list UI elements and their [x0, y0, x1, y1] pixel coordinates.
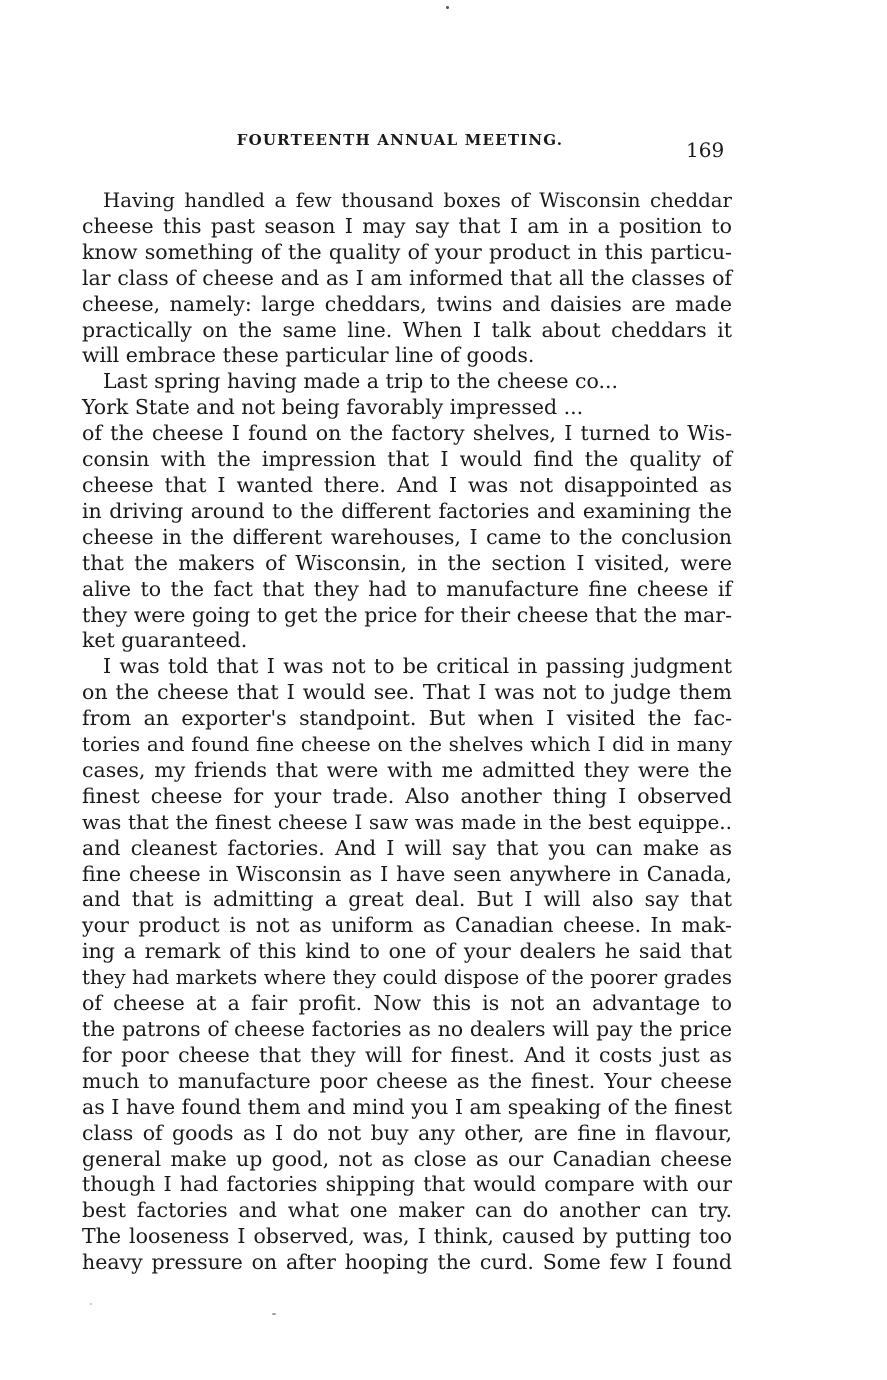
text-line: that the makers of Wisconsin, in the section I visited, were	[82, 550, 732, 575]
text-line: practically on the same line. When I talk about cheddars it	[82, 317, 732, 342]
running-head: FOURTEENTH ANNUAL MEETING.	[236, 131, 564, 149]
text-line: for poor cheese that they will for finest. And it costs just as	[82, 1042, 732, 1067]
text-line: cheese, namely: large cheddars, twins and daisies are made	[82, 291, 732, 316]
text-line: and that is admitting a great deal. But I will also say that	[82, 887, 732, 912]
text-line: consin with the impression that I would find the quality of	[82, 447, 732, 472]
text-line: and cleanest factories. And I will say that you can make as	[82, 835, 732, 860]
text-line: class of goods as I do not buy any other, are fine in flavour,	[82, 1120, 732, 1145]
text-line: heavy pressure on after hooping the curd. Some few I found	[82, 1250, 732, 1275]
text-line: general make up good, not as close as our Canadian cheese	[82, 1146, 732, 1171]
text-line: The looseness I observed, was, I think, caused by putting too	[82, 1224, 732, 1249]
ink-speck	[446, 6, 449, 9]
ink-speck	[272, 1313, 276, 1315]
text-line: fine cheese in Wisconsin as I have seen anywhere in Canada,	[82, 861, 732, 886]
text-line: of the cheese I found on the factory shelves, I turned to Wis-	[82, 421, 732, 446]
text-line: Having handled a few thousand boxes of Wisconsin cheddar	[103, 189, 732, 212]
text-line: York State and not being favorably impressed ...	[82, 395, 584, 420]
text-line: they had markets where they could dispose of the poorer grades	[82, 966, 732, 990]
text-line: tories and found fine cheese on the shelves which I did in many	[82, 732, 732, 757]
text-line: your product is not as uniform as Canadian cheese. In mak-	[82, 913, 732, 938]
text-line: the patrons of cheese factories as no dealers will pay the price	[82, 1017, 732, 1041]
text-line: finest cheese for your trade. Also another thing I observed	[82, 783, 732, 808]
text-line: on the cheese that I would see. That I was not to judge them	[82, 680, 732, 705]
text-line: will embrace these particular line of goods.	[82, 343, 535, 368]
text-line: lar class of cheese and as I am informed that all the classes of	[82, 265, 732, 290]
text-line: ket guaranteed.	[82, 628, 248, 653]
text-line: cases, my friends that were with me admitted they were the	[82, 757, 732, 782]
text-line: cheese that I wanted there. And I was not disappointed as	[82, 472, 732, 497]
text-line: ing a remark of this kind to one of your dealers he said that	[82, 939, 732, 964]
text-line: was that the finest cheese I saw was made in the best equippe..	[82, 809, 732, 834]
text-line: in driving around to the different factories and examining the	[82, 498, 732, 523]
body-text	[82, 188, 732, 1276]
text-line: cheese in the different warehouses, I came to the conclusion	[82, 524, 732, 549]
text-line: alive to the fact that they had to manufacture fine cheese if	[82, 576, 732, 601]
text-line: know something of the quality of your product in this particu-	[82, 239, 732, 264]
text-line: cheese this past season I may say that I am in a position to	[82, 213, 732, 238]
text-line: though I had factories shipping that would compare with our	[82, 1172, 732, 1197]
ink-speck	[90, 1303, 92, 1305]
text-line: Last spring having made a trip to the cheese co...	[103, 369, 619, 394]
text-line: of cheese at a fair profit. Now this is not an advantage to	[82, 991, 732, 1016]
text-line: as I have found them and mind you I am speaking of the finest	[82, 1094, 732, 1119]
text-line: much to manufacture poor cheese as the finest. Your cheese	[82, 1068, 732, 1093]
text-line: I was told that I was not to be critical in passing judgment	[103, 654, 732, 679]
page-number: 169	[686, 138, 725, 162]
text-line: from an exporter's standpoint. But when I visited the fac-	[82, 706, 732, 731]
text-line: best factories and what one maker can do another can try.	[82, 1198, 732, 1223]
text-line: they were going to get the price for their cheese that the mar-	[82, 602, 732, 627]
